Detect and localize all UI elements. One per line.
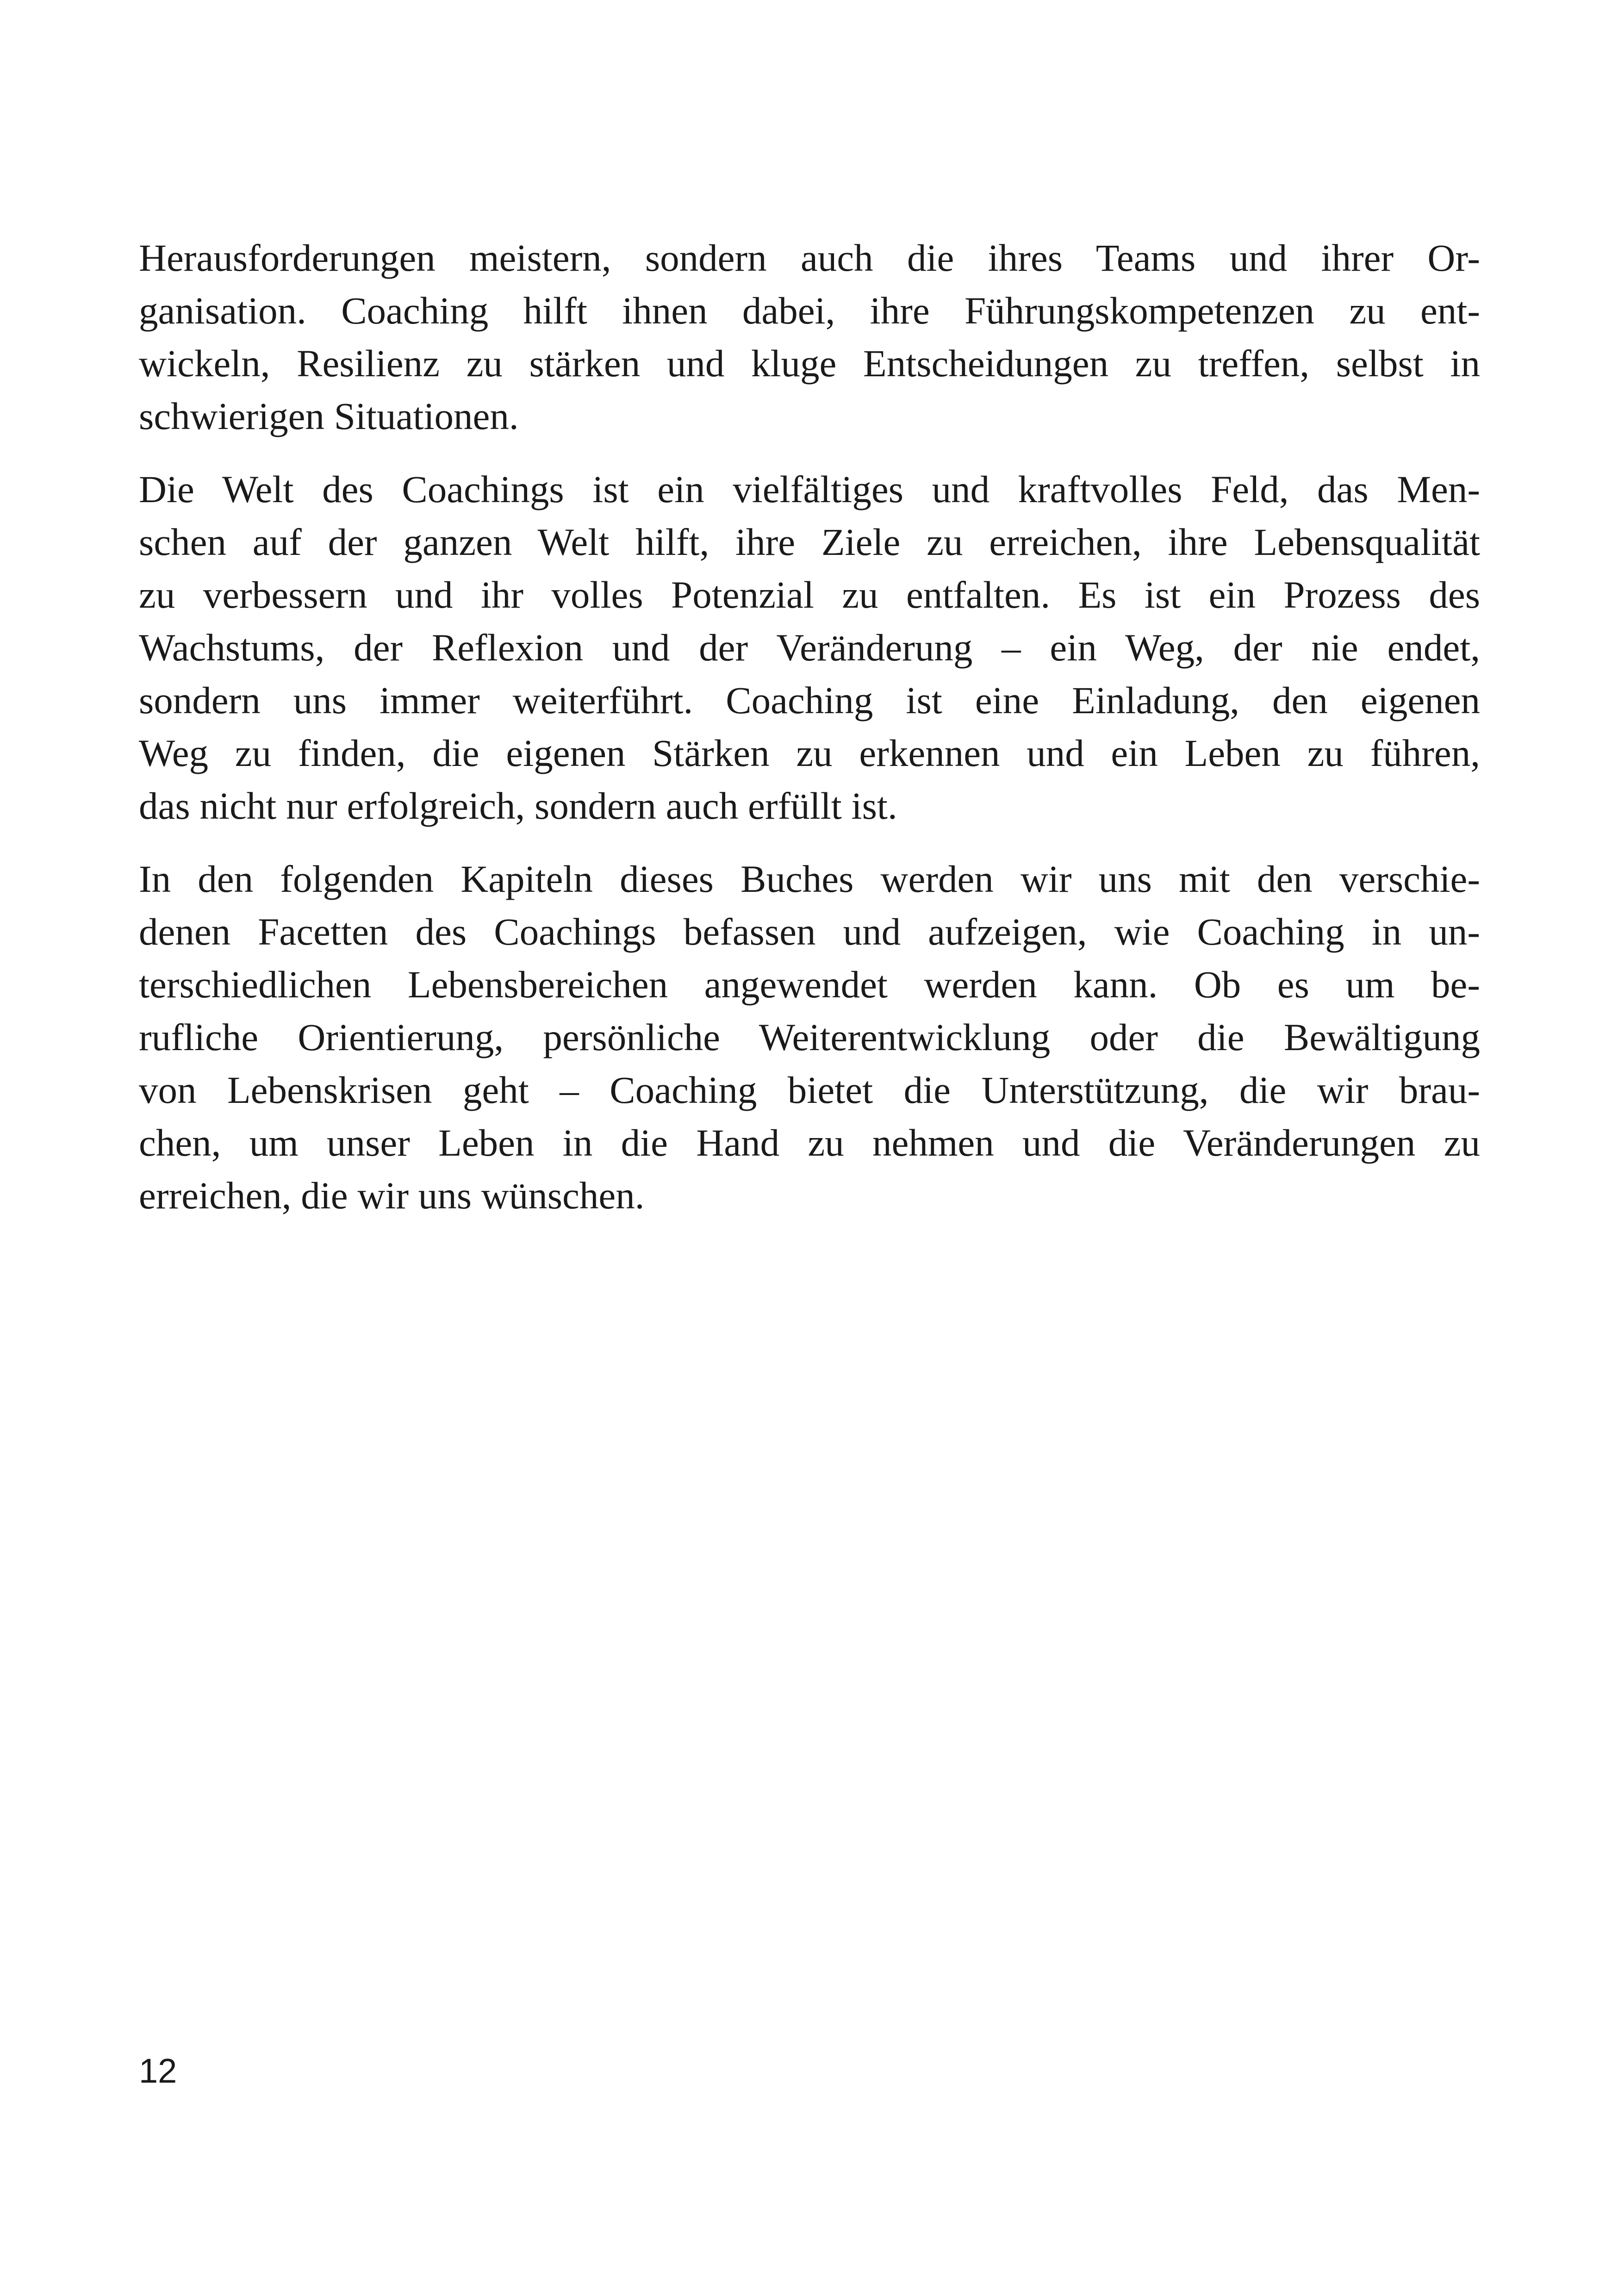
text-line: chen, um unser Leben in die Hand zu nehmen und die Veränderungen zu — [139, 1121, 1480, 1164]
text-line: sondern uns immer weiterführt. Coaching ist eine Einladung, den eigenen — [139, 679, 1480, 722]
paragraph-3 — [139, 852, 1480, 1222]
text-line: schwierigen Situationen. — [139, 395, 519, 437]
text-line: wickeln, Resilienz zu stärken und kluge Entscheidungen zu treffen, selbst in — [139, 342, 1480, 385]
page-number: 12 — [139, 2052, 177, 2090]
text-line: das nicht nur erfolgreich, sondern auch erfüllt ist. — [139, 784, 897, 827]
text-line: terschiedlichen Lebensbereichen angewendet werden kann. Ob es um be- — [139, 963, 1480, 1006]
text-line: denen Facetten des Coachings befassen und aufzeigen, wie Coaching in un- — [139, 910, 1480, 953]
text-line: Herausforderungen meistern, sondern auch die ihres Teams und ihrer Or- — [139, 236, 1480, 279]
body-text — [139, 231, 1480, 1242]
text-line: zu verbessern und ihr volles Potenzial zu entfalten. Es ist ein Prozess des — [139, 573, 1480, 616]
text-line: erreichen, die wir uns wünschen. — [139, 1174, 645, 1217]
text-line: von Lebenskrisen geht – Coaching bietet die Unterstützung, die wir brau- — [139, 1069, 1480, 1111]
text-line: ganisation. Coaching hilft ihnen dabei, ihre Führungskompetenzen zu ent- — [139, 289, 1480, 332]
text-line: rufliche Orientierung, persönliche Weiterentwicklung oder die Bewältigung — [139, 1016, 1480, 1058]
paragraph-2 — [139, 463, 1480, 832]
text-line: Die Welt des Coachings ist ein vielfältiges und kraftvolles Feld, das Men- — [139, 468, 1480, 510]
text-line: schen auf der ganzen Welt hilft, ihre Ziele zu erreichen, ihre Lebensqualität — [139, 521, 1480, 563]
text-line: Wachstums, der Reflexion und der Veränderung – ein Weg, der nie endet, — [139, 626, 1480, 669]
paragraph-1 — [139, 231, 1480, 442]
text-line: Weg zu finden, die eigenen Stärken zu erkennen und ein Leben zu führen, — [139, 732, 1480, 774]
text-line: In den folgenden Kapiteln dieses Buches werden wir uns mit den verschie- — [139, 858, 1480, 900]
